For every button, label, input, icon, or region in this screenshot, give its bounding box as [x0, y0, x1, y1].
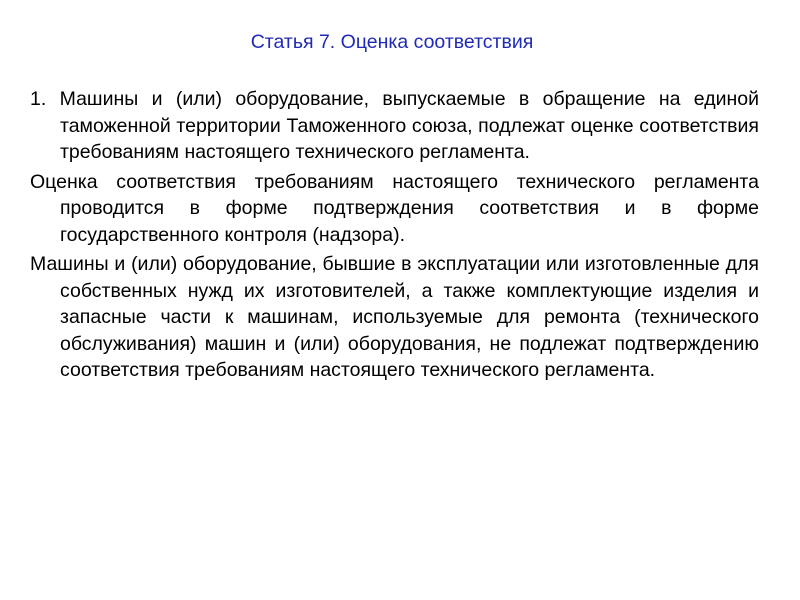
paragraph-2: Оценка соответствия требованиям настоящего технического регламента проводится в форме подтверждения соответствия и в форме государственного контроля (надзора). [30, 170, 759, 246]
slide-title: Статья 7. Оценка соответствия [250, 31, 534, 53]
slide-body [30, 86, 759, 387]
paragraph-3: Машины и (или) оборудование, бывшие в эксплуатации или изготовленные для собственных нужд их изготовителей, а также комплектующие изделия и запасные части к машинам, используемые для ремонта (технического обслуживания) машин и (или) оборудования, не подлежат подтверждению соответствия требованиям настоящего технического регламента. [30, 253, 759, 381]
paragraph-1: 1. Машины и (или) оборудование, выпускаемые в обращение на единой таможенной территории Таможенного союза, подлежат оценке соответствия требованиям настоящего технического регламента. [30, 88, 759, 163]
